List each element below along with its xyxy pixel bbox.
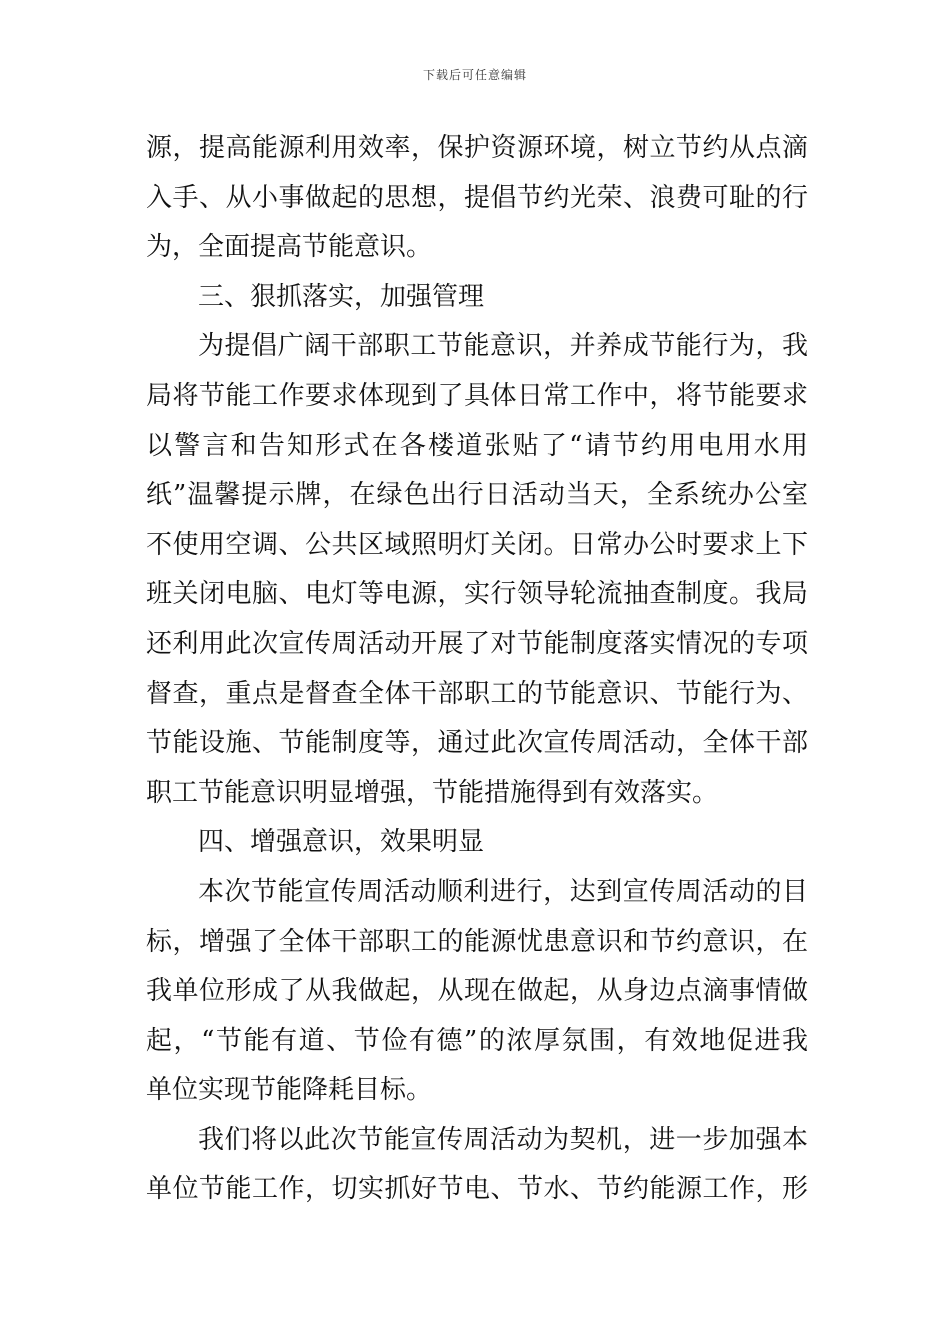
text-line: 源，提高能源利用效率，保护资源环境，树立节约从点滴	[146, 133, 808, 163]
text-line: 单位节能工作，切实抓好节电、节水、节约能源工作，形	[146, 1174, 808, 1205]
text-line: 职工节能意识明显增强，节能措施得到有效落实。	[146, 777, 719, 808]
body-text	[146, 124, 808, 1215]
text-line: 局将节能工作要求体现到了具体日常工作中，将节能要求	[146, 380, 808, 411]
text-line: 还利用此次宣传周活动开展了对节能制度落实情况的专项	[146, 628, 808, 659]
text-line: 督查，重点是督查全体干部职工的节能意识、节能行为、	[146, 678, 808, 709]
text-line: 节能设施、节能制度等，通过此次宣传周活动，全体干部	[146, 728, 808, 759]
text-line: 单位实现节能降耗目标。	[146, 1075, 433, 1106]
text-line: 不使用空调、公共区域照明灯关闭。日常办公时要求上下	[146, 529, 808, 560]
text-line: 我们将以此次节能宣传周活动为契机，进一步加强本	[198, 1124, 808, 1155]
page-header-note: 下载后可任意编辑	[422, 68, 527, 82]
text-line: 班关闭电脑、电灯等电源，实行领导轮流抽查制度。我局	[146, 579, 808, 610]
text-line: 为，全面提高节能意识。	[146, 232, 433, 263]
text-line: 标，增强了全体干部职工的能源忧患意识和节约意识，在	[146, 926, 808, 957]
text-line: 纸”温馨提示牌，在绿色出行日活动当天，全系统办公室	[146, 480, 808, 511]
text-line: 我单位形成了从我做起，从现在做起，从身边点滴事情做	[146, 976, 808, 1007]
text-line: 为提倡广阔干部职工节能意识，并养成节能行为，我	[198, 331, 808, 362]
section-heading: 三、狠抓落实，加强管理	[198, 281, 485, 312]
text-line: 以警言和告知形式在各楼道张贴了“请节约用电用水用	[146, 430, 808, 461]
text-line: 本次节能宣传周活动顺利进行，达到宣传周活动的目	[198, 876, 808, 907]
text-line: 入手、从小事做起的思想，提倡节约光荣、浪费可耻的行	[146, 182, 808, 213]
section-heading: 四、增强意识，效果明显	[198, 827, 485, 858]
text-line: 起，“节能有道、节俭有德”的浓厚氛围，有效地促进我	[146, 1025, 808, 1056]
